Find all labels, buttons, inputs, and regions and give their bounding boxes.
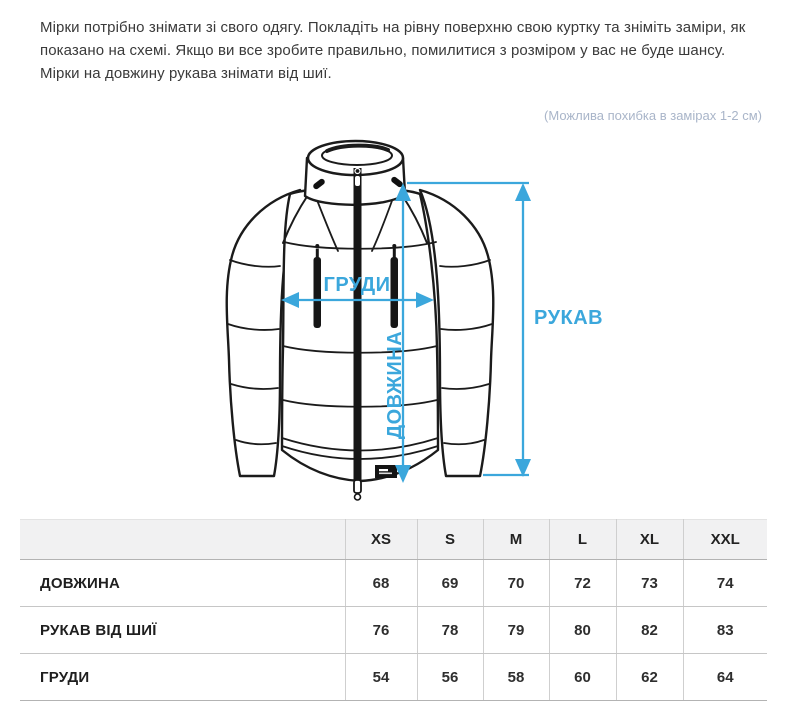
brand-tag [375,465,397,478]
size-column-m: M [483,520,549,560]
cell-value: 58 [483,654,549,701]
cell-value: 82 [616,607,683,654]
row-label: ДОВЖИНА [20,560,345,607]
row-label: ГРУДИ [20,654,345,701]
row-label: РУКАВ ВІД ШИЇ [20,607,345,654]
cell-value: 64 [683,654,767,701]
length-label: ДОВЖИНА [384,330,406,440]
sleeve-label: РУКАВ [534,307,604,329]
cell-value: 80 [549,607,616,654]
size-table [20,519,767,701]
main-zipper [354,168,362,500]
cell-value: 74 [683,560,767,607]
cell-value: 79 [483,607,549,654]
table-row-sleeve [20,607,767,654]
table-row-length [20,560,767,607]
cell-value: 54 [345,654,417,701]
tolerance-note: (Можлива похибка в замірах 1-2 см) [544,108,762,123]
cell-value: 83 [683,607,767,654]
measurement-instructions: Мірки потрібно знімати зі свого одягу. Покладіть на рівну поверхню свою куртку та зніміть заміри, як показано на схемі. Якщо ви все зробите правильно, помилитися з розміром у вас не буде шансу. Мірки на довжину рукава знімати від шиї. [40,19,746,82]
size-column-xxl: XXL [683,520,767,560]
cell-value: 72 [549,560,616,607]
jacket-diagram-svg [150,138,620,505]
size-column-xl: XL [616,520,683,560]
cell-value: 76 [345,607,417,654]
size-column-xs: XS [345,520,417,560]
cell-value: 70 [483,560,549,607]
chest-label: ГРУДИ [323,274,391,296]
jacket-measurement-diagram [150,138,620,505]
cell-value: 69 [417,560,483,607]
cell-value: 60 [549,654,616,701]
cell-value: 62 [616,654,683,701]
size-table-corner-cell [20,520,345,560]
cell-value: 78 [417,607,483,654]
size-column-l: L [549,520,616,560]
cell-value: 56 [417,654,483,701]
cell-value: 68 [345,560,417,607]
size-table-header-row [20,520,767,560]
table-row-chest [20,654,767,701]
cell-value: 73 [616,560,683,607]
size-column-s: S [417,520,483,560]
